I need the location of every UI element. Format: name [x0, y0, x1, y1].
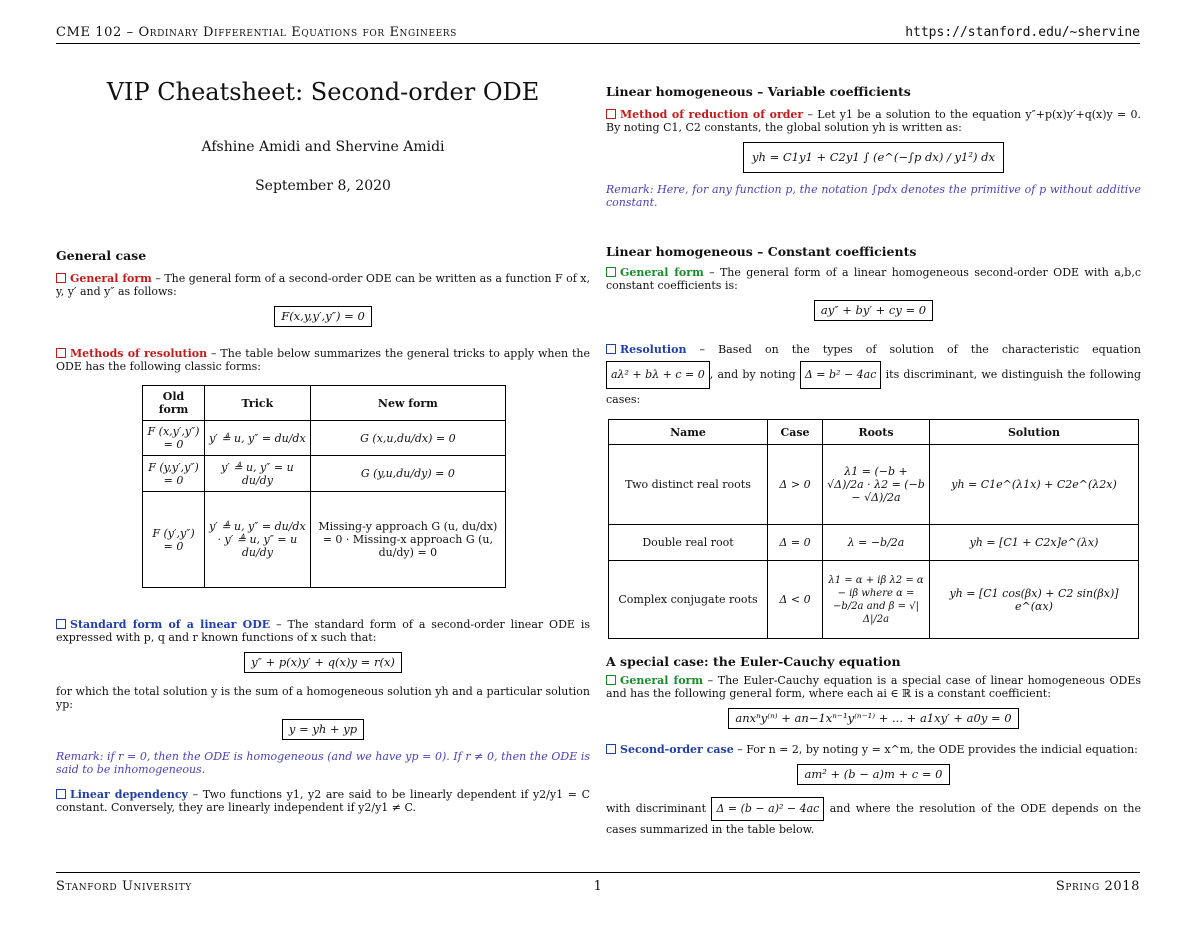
- table-cell: λ1 = (−b + √Δ)/2a · λ2 = (−b − √Δ)/2a: [823, 445, 930, 525]
- general-form-text: – The general form of a second-order ODE can be written as a function F of x, y, y′ and y″ as follows:: [56, 272, 590, 298]
- checkbox-icon: [56, 348, 66, 358]
- checkbox-icon: [606, 267, 616, 277]
- general-form-term: General form: [70, 272, 152, 285]
- second-order-case-term: Second-order case: [620, 743, 734, 756]
- table-row: [143, 456, 506, 492]
- section-constant-coefficients: Linear homogeneous – Constant coefficients: [606, 244, 917, 259]
- methods-paragraph: [56, 347, 590, 373]
- table-cell: Complex conjugate roots: [609, 561, 768, 639]
- footer-institution: Stanford University: [56, 879, 192, 894]
- constant-general-form-equation: ay″ + by′ + cy = 0: [606, 300, 1141, 321]
- remark-primitive: Remark: Here, for any function p, the notation ∫pdx denotes the primitive of p without additive constant.: [606, 183, 1141, 209]
- standard-form-text: – The standard form of a second-order linear ODE is expressed with p, q and r known functions of x such that:: [56, 618, 590, 644]
- linear-dependency-paragraph: [56, 788, 590, 814]
- constant-general-form-paragraph: [606, 266, 1141, 292]
- table-header-row: [143, 386, 506, 421]
- table-header-row: [609, 420, 1139, 445]
- table-cell: G (x,u,du/dx) = 0: [310, 421, 505, 456]
- left-column: [56, 60, 590, 814]
- footer-term: Spring 2018: [1055, 879, 1140, 894]
- table-header: Name: [609, 420, 768, 445]
- discriminant-text-1: with discriminant: [606, 802, 707, 815]
- table-cell: y′ ≜ u, y″ = u du/dy: [205, 456, 311, 492]
- table-cell: G (y,u,du/dy) = 0: [310, 456, 505, 492]
- standard-form-paragraph: [56, 618, 590, 644]
- resolution-text-1: – Based on the types of solution of the characteristic equation: [686, 343, 1141, 356]
- section-general-case: General case: [56, 248, 147, 263]
- table-row: [143, 492, 506, 588]
- discriminant-text-2: and where the resolution of the ODE depends on the cases summarized in the table below.: [606, 802, 1141, 836]
- checkbox-icon: [606, 109, 616, 119]
- page-header: [56, 25, 1140, 44]
- page-footer: [56, 872, 1140, 903]
- resolution-term: Resolution: [620, 343, 687, 356]
- resolution-text-3: its discriminant, we distinguish the following cases:: [606, 368, 1141, 406]
- general-form-paragraph: [56, 272, 590, 298]
- table-row: [143, 421, 506, 456]
- table-cell: F (y′,y″) = 0: [143, 492, 205, 588]
- discriminant-paragraph: [606, 797, 1141, 839]
- standard-form-equation: y″ + p(x)y′ + q(x)y = r(x): [56, 652, 590, 673]
- reduction-order-paragraph: [606, 108, 1141, 134]
- checkbox-icon: [606, 675, 616, 685]
- table-cell: yh = [C1 cos(βx) + C2 sin(βx)] e^(αx): [930, 561, 1139, 639]
- constant-general-form-term: General form: [620, 266, 704, 279]
- section-euler-cauchy: A special case: the Euler-Cauchy equation: [606, 654, 901, 669]
- table-cell: Double real root: [609, 525, 768, 561]
- characteristic-equation: aλ² + bλ + c = 0: [606, 361, 710, 389]
- table-cell: Δ < 0: [768, 561, 823, 639]
- table-cell: Δ = 0: [768, 525, 823, 561]
- indicial-equation: am² + (b − a)m + c = 0: [606, 764, 1141, 785]
- table-cell: Δ > 0: [768, 445, 823, 525]
- euler-general-form-term: General form: [620, 674, 703, 687]
- checkbox-icon: [606, 744, 616, 754]
- reduction-order-text: – Let y1 be a solution to the equation y″+p(x)y′+q(x)y = 0. By noting C1, C2 constants, the global solution yh is written as:: [606, 108, 1141, 134]
- table-header: Old form: [143, 386, 205, 421]
- second-order-case-text: – For n = 2, by noting y = x^m, the ODE provides the indicial equation:: [733, 743, 1138, 756]
- discriminant-equation: Δ = b² − 4ac: [800, 361, 882, 389]
- checkbox-icon: [606, 344, 616, 354]
- checkbox-icon: [56, 789, 66, 799]
- section-variable-coefficients: Linear homogeneous – Variable coefficients: [606, 84, 911, 99]
- checkbox-icon: [56, 273, 66, 283]
- table-cell: Missing-y approach G (u, du/dx) = 0 · Missing-x approach G (u, du/dy) = 0: [310, 492, 505, 588]
- table-header: Case: [768, 420, 823, 445]
- table-row: [609, 561, 1139, 639]
- footer-page-number: 1: [593, 879, 603, 894]
- constant-general-form-text: – The general form of a linear homogeneous second-order ODE with a,b,c constant coefficients is:: [606, 266, 1141, 292]
- general-form-equation: F(x,y,y′,y″) = 0: [56, 306, 590, 327]
- right-column: [606, 60, 1141, 839]
- standard-form-term: Standard form of a linear ODE: [70, 618, 271, 631]
- reduction-order-equation: yh = C1y1 + C2y1 ∫ (e^(−∫p dx) / y1²) dx: [606, 142, 1141, 173]
- table-cell: λ = −b/2a: [823, 525, 930, 561]
- table-header: Solution: [930, 420, 1139, 445]
- table-cell: F (y,y′,y″) = 0: [143, 456, 205, 492]
- euler-general-form-paragraph: [606, 674, 1141, 700]
- linear-dependency-text: – Two functions y1, y2 are said to be linearly dependent if y2/y1 = C constant. Conversely, they are linearly independent if y2/y1 ≠ C.: [56, 788, 590, 814]
- doc-date: September 8, 2020: [255, 178, 391, 194]
- linear-dependency-term: Linear dependency: [70, 788, 188, 801]
- reduction-order-term: Method of reduction of order: [620, 108, 804, 121]
- table-cell: y′ ≜ u, y″ = du/dx · y′ ≜ u, y″ = u du/dy: [205, 492, 311, 588]
- checkbox-icon: [56, 619, 66, 629]
- doc-authors: Afshine Amidi and Shervine Amidi: [201, 139, 445, 155]
- table-cell: λ1 = α + iβ λ2 = α − iβ where α = −b/2a and β = √|Δ|/2a: [823, 561, 930, 639]
- header-course-title: CME 102 – Ordinary Differential Equations for Engineers: [56, 25, 457, 40]
- table-row: [609, 525, 1139, 561]
- resolution-table: [608, 419, 1139, 639]
- table-row: [609, 445, 1139, 525]
- table-cell: yh = [C1 + C2x]e^(λx): [930, 525, 1139, 561]
- table-header: Trick: [205, 386, 311, 421]
- methods-table: [142, 385, 506, 588]
- euler-general-form-equation: anxⁿy⁽ⁿ⁾ + an−1xⁿ⁻¹y⁽ⁿ⁻¹⁾ + ... + a1xy′ + a0y = 0: [606, 708, 1141, 729]
- resolution-text-2: , and by noting: [709, 368, 796, 381]
- table-cell: y′ ≜ u, y″ = du/dx: [205, 421, 311, 456]
- second-order-case-paragraph: [606, 743, 1141, 756]
- table-header: Roots: [823, 420, 930, 445]
- remark-homogeneous: Remark: if r = 0, then the ODE is homogeneous (and we have yp = 0). If r ≠ 0, then the ODE is said to be inhomogeneous.: [56, 750, 590, 776]
- total-solution-text: for which the total solution y is the sum of a homogeneous solution yh and a particular solution yp:: [56, 685, 590, 711]
- table-header: New form: [310, 386, 505, 421]
- methods-term: Methods of resolution: [70, 347, 208, 360]
- table-cell: Two distinct real roots: [609, 445, 768, 525]
- table-cell: F (x,y′,y″) = 0: [143, 421, 205, 456]
- total-solution-equation: y = yh + yp: [56, 719, 590, 740]
- methods-text: – The table below summarizes the general tricks to apply when the ODE has the following classic forms:: [56, 347, 591, 373]
- resolution-paragraph: [606, 339, 1141, 411]
- table-cell: yh = C1e^(λ1x) + C2e^(λ2x): [930, 445, 1139, 525]
- doc-title: VIP Cheatsheet: Second-order ODE: [106, 78, 540, 106]
- euler-discriminant-equation: Δ = (b − a)² − 4ac: [711, 797, 824, 821]
- euler-general-form-text: – The Euler-Cauchy equation is a special case of linear homogeneous ODEs and has the following general form, where each ai ∈ ℝ is a constant coefficient:: [606, 674, 1141, 700]
- header-url[interactable]: https://stanford.edu/~shervine: [905, 25, 1140, 40]
